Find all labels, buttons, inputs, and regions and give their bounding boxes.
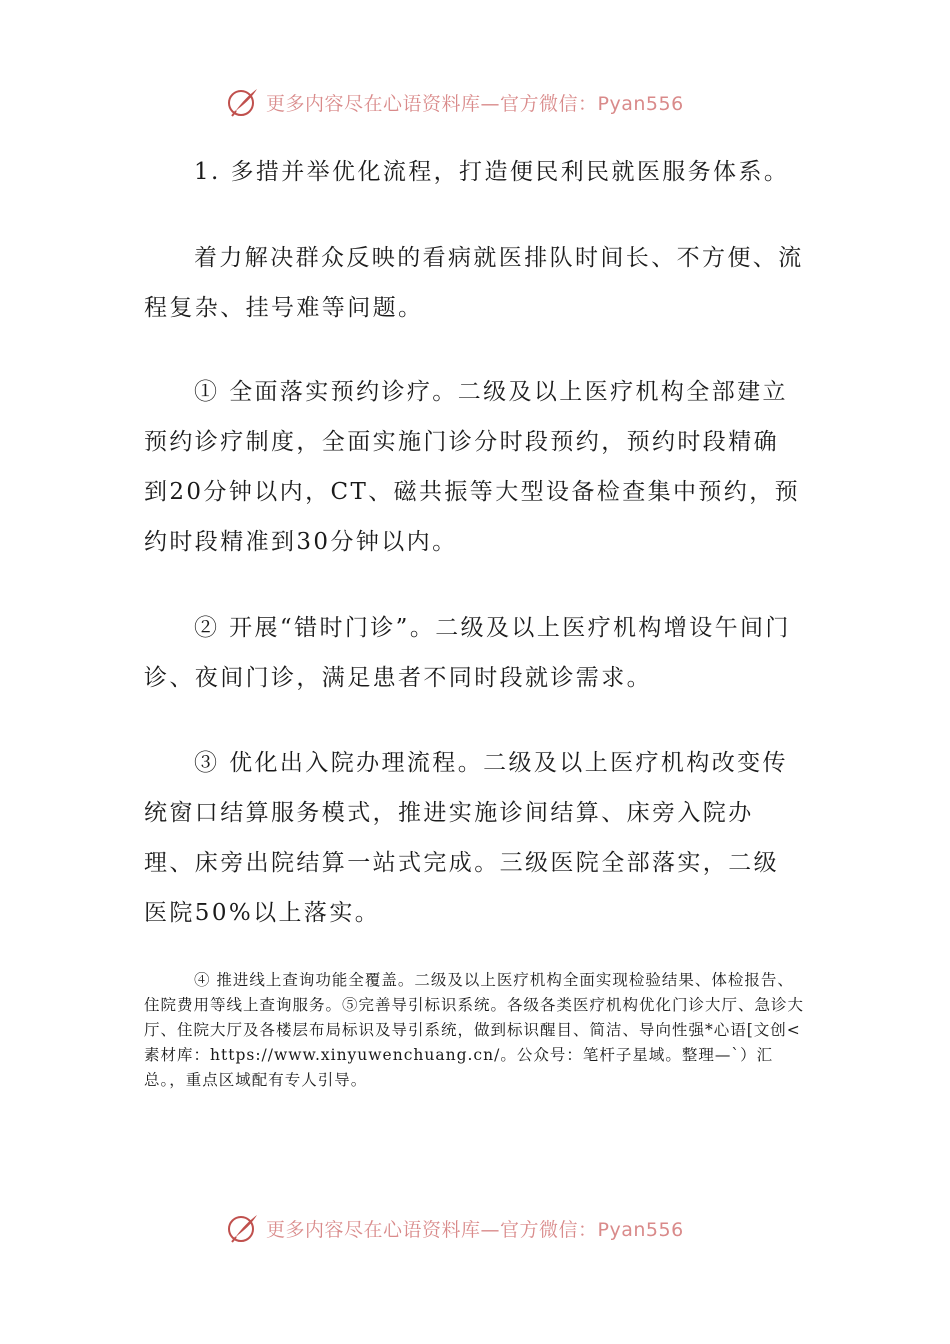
paragraph-item-2: ② 开展“错时门诊”。二级及以上医疗机构增设午间门诊、夜间门诊，满足患者不同时段就诊需求。	[144, 615, 791, 691]
paragraph-item-3: ③ 优化出入院办理流程。二级及以上医疗机构改变传统窗口结算服务模式，推进实施诊间结算、床旁入院办理、床旁出院结算一站式完成。三级医院全部落实，二级医院50%以上落实。	[144, 750, 788, 926]
section-heading: 1. 多措并举优化流程，打造便民利民就医服务体系。	[194, 159, 790, 185]
quill-logo-icon	[226, 1211, 260, 1245]
watermark-header	[226, 82, 684, 122]
watermark-text: 更多内容尽在心语资料库—官方微信：Pyan556	[266, 1218, 684, 1241]
quill-logo-icon	[226, 85, 260, 119]
watermark-footer	[226, 1208, 684, 1248]
paragraph-item-1: ① 全面落实预约诊疗。二级及以上医疗机构全部建立预约诊疗制度，全面实施门诊分时段预约，预约时段精确到20分钟以内，CT、磁共振等大型设备检查集中预约，预约时段精准到30分钟以内。	[144, 379, 801, 555]
paragraph-intro: 着力解决群众反映的看病就医排队时间长、不方便、流程复杂、挂号难等问题。	[144, 245, 804, 321]
watermark-text: 更多内容尽在心语资料库—官方微信：Pyan556	[266, 92, 684, 115]
paragraph-item-4-small: ④ 推进线上查询功能全覆盖。二级及以上医疗机构全面实现检验结果、体检报告、住院费用等线上查询服务。⑤完善导引标识系统。各级各类医疗机构优化门诊大厅、急诊大厅、住院大厅及各楼层布局标识及导引系统，做到标识醒目、简洁、导向性强*心语[文创<素材库：https://www.xinyuwenchuang.cn/。公众号：笔杆子星域。整理—`）汇总。，重点区域配有专人引导。	[144, 971, 805, 1089]
